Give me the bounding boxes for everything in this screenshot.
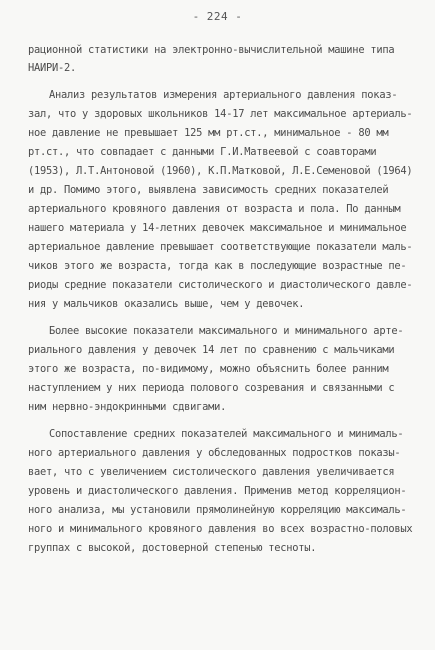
text-line: уровень и диастолического давления. Применив метод корреляцион- bbox=[28, 485, 407, 497]
text-line: риального давления у девочек 14 лет по сравнению с мальчиками bbox=[28, 344, 395, 356]
text-line: наступлением у них периода полового созревания и связанными с bbox=[28, 382, 395, 394]
text-line: рационной статистики на электронно-вычислительной машине типа bbox=[28, 44, 395, 56]
text-line: и др. Помимо этого, выявлена зависимость средних показателей bbox=[28, 184, 389, 196]
text-line: чиков этого же возраста, тогда как в последующие возрастные пе- bbox=[28, 260, 407, 272]
text-line: группах с высокой, достоверной степенью тесноты. bbox=[28, 542, 317, 554]
text-line: вает, что с увеличением систолического давления увеличивается bbox=[28, 466, 395, 478]
text-line: ного и минимального кровяного давления во всех возрастно-половых bbox=[28, 523, 413, 535]
text-line: риоды средние показатели систолического и диастолического давле- bbox=[28, 279, 413, 291]
text-line: ного анализа, мы установили прямолинейную корреляцию максималь- bbox=[28, 504, 407, 516]
text-line: Более высокие показатели максимального и минимального арте- bbox=[49, 325, 404, 337]
text-line: ного артериального давления у обследованных подростков показы- bbox=[28, 447, 401, 459]
page-number: - 224 - bbox=[192, 10, 243, 23]
text-line: этого же возраста, по-видимому, можно объяснить более ранним bbox=[28, 363, 389, 375]
text-line: Сопоставление средних показателей максимального и минималь- bbox=[49, 428, 404, 440]
text-line: Анализ результатов измерения артериального давления показ- bbox=[49, 89, 398, 101]
text-line: ния у мальчиков оказались выше, чем у девочек. bbox=[28, 298, 305, 310]
text-line: ное давление не превышает 125 мм рт.ст., минимальное - 80 мм bbox=[28, 127, 389, 139]
text-line: ним нервно-эндокринными сдвигами. bbox=[28, 401, 227, 413]
text-line: артериального кровяного давления от возраста и пола. По данным bbox=[28, 203, 401, 215]
text-line: артериальное давление превышает соответствующие показатели маль- bbox=[28, 241, 413, 253]
text-line: зал, что у здоровых школьников 14-17 лет максимальное артериаль- bbox=[28, 108, 413, 120]
text-line: рт.ст., что совпадает с данными Г.И.Матвеевой с соавторами bbox=[28, 146, 377, 158]
text-line: (1953), Л.Т.Антоновой (1960), К.П.Матковой, Л.Е.Семеновой (1964) bbox=[28, 165, 413, 177]
text-line: нашего материала у 14-летних девочек максимальное и минимальное bbox=[28, 222, 407, 234]
text-line: НАИРИ-2. bbox=[28, 62, 77, 74]
